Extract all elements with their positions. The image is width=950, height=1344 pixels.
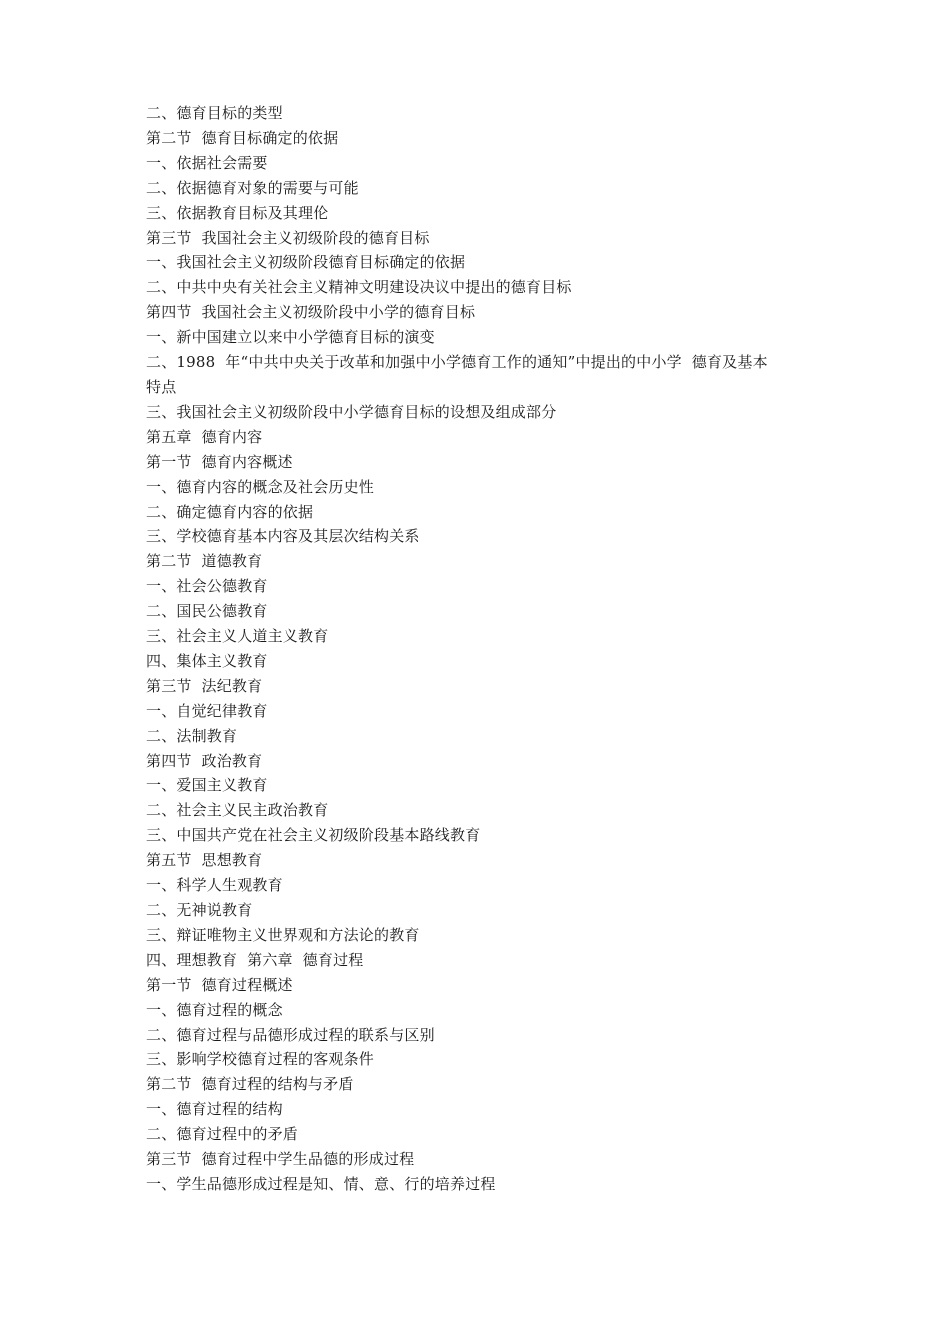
outline-line: 二、中共中央有关社会主义精神文明建设决议中提出的德育目标 bbox=[146, 278, 572, 297]
outline-line: 三、我国社会主义初级阶段中小学德育目标的设想及组成部分 bbox=[146, 402, 557, 421]
section-heading: 第二节 道德教育 bbox=[146, 552, 263, 571]
section-heading: 第二节 德育过程的结构与矛盾 bbox=[146, 1075, 354, 1094]
outline-line: 一、学生品德形成过程是知、情、意、行的培养过程 bbox=[146, 1174, 496, 1193]
chapter-heading: 第五章 德育内容 bbox=[146, 427, 263, 446]
outline-line: 一、德育内容的概念及社会历史性 bbox=[146, 477, 375, 496]
section-heading: 第四节 政治教育 bbox=[146, 751, 263, 770]
outline-line: 三、学校德育基本内容及其层次结构关系 bbox=[146, 527, 420, 546]
outline-line: 二、社会主义民主政治教育 bbox=[146, 801, 329, 820]
outline-line: 三、依据教育目标及其理伦 bbox=[146, 203, 329, 222]
outline-line: 一、新中国建立以来中小学德育目标的演变 bbox=[146, 328, 435, 347]
outline-line: 一、德育过程的概念 bbox=[146, 1000, 283, 1019]
section-heading: 第五节 思想教育 bbox=[146, 851, 263, 870]
outline-line: 一、我国社会主义初级阶段德育目标确定的依据 bbox=[146, 253, 466, 272]
outline-line: 四、集体主义教育 bbox=[146, 651, 268, 670]
section-heading: 第一节 德育内容概述 bbox=[146, 452, 293, 471]
outline-line: 一、社会公德教育 bbox=[146, 577, 268, 596]
outline-line: 一、自觉纪律教育 bbox=[146, 701, 268, 720]
section-heading: 第三节 德育过程中学生品德的形成过程 bbox=[146, 1150, 415, 1169]
outline-line: 四、理想教育 第六章 德育过程 bbox=[146, 950, 364, 969]
outline-line: 三、影响学校德育过程的客观条件 bbox=[146, 1050, 375, 1069]
outline-line: 二、德育过程与品德形成过程的联系与区别 bbox=[146, 1025, 435, 1044]
outline-line: 三、社会主义人道主义教育 bbox=[146, 627, 329, 646]
outline-line: 二、法制教育 bbox=[146, 726, 238, 745]
outline-line: 二、确定德育内容的依据 bbox=[146, 502, 314, 521]
section-heading: 第三节 我国社会主义初级阶段的德育目标 bbox=[146, 228, 430, 247]
outline-line: 一、科学人生观教育 bbox=[146, 876, 283, 895]
outline-line: 一、依据社会需要 bbox=[146, 153, 268, 172]
outline-line: 三、辩证唯物主义世界观和方法论的教育 bbox=[146, 925, 420, 944]
outline-line: 二、德育目标的类型 bbox=[146, 104, 283, 122]
section-heading: 第二节 德育目标确定的依据 bbox=[146, 128, 339, 147]
section-heading: 第三节 法纪教育 bbox=[146, 676, 263, 695]
section-heading: 第四节 我国社会主义初级阶段中小学的德育目标 bbox=[146, 303, 476, 322]
outline-line: 一、德育过程的结构 bbox=[146, 1100, 283, 1119]
outline-line: 二、国民公德教育 bbox=[146, 602, 268, 621]
outline-line: 二、依据德育对象的需要与可能 bbox=[146, 178, 359, 197]
outline-line: 二、1988 年“中共中央关于改革和加强中小学德育工作的通知”中提出的中小学 德育及基本 bbox=[146, 353, 768, 372]
outline-line: 二、无神说教育 bbox=[146, 901, 253, 919]
outline-line: 三、中国共产党在社会主义初级阶段基本路线教育 bbox=[146, 826, 481, 845]
outline-line: 二、德育过程中的矛盾 bbox=[146, 1125, 299, 1144]
outline-line: 一、爱国主义教育 bbox=[146, 776, 268, 795]
outline-text bbox=[146, 101, 816, 1197]
outline-line-continuation: 特点 bbox=[146, 377, 177, 396]
section-heading: 第一节 德育过程概述 bbox=[146, 975, 293, 994]
